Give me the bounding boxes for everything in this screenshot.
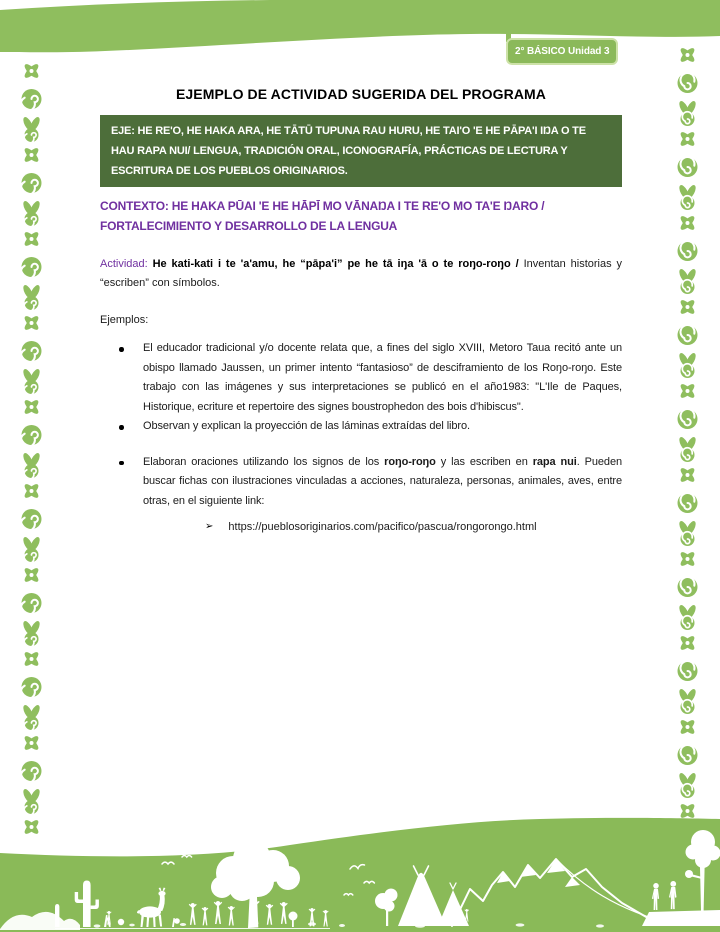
bullet-bold-term: roŋo-roŋo — [384, 455, 436, 468]
actividad-rapanui-text: He kati-kati i te 'a'amu, he “pāpa'i” pe he tā iŋa 'ā o te roŋo-roŋo / — [147, 258, 524, 270]
unit-badge — [506, 38, 618, 65]
contexto-line: FORTALECIMIENTO Y DESARROLLO DE LA LENGUA — [100, 219, 398, 233]
list-item — [143, 339, 622, 417]
eje-line: ESCRITURA DE LOS PUEBLOS ORIGINARIOS. — [111, 165, 348, 177]
footer-green-band — [0, 818, 720, 932]
bullet-bold-term: rapa nui — [532, 455, 577, 468]
bullet-text: Elaboran oraciones utilizando los signos de los — [143, 455, 385, 468]
ejemplos-list — [100, 339, 622, 511]
eje-line: HAU RAPA NUI/ LENGUA, TRADICIÓN ORAL, ICONOGRAFÍA, PRÁCTICAS DE LECTURA Y — [111, 145, 568, 157]
eje-line: EJE: HE RE'O, HE HAKA ARA, HE TĀTŪ TUPUNA RAU HURU, HE TAI'O 'E HE PĀPA'I IŊA O TE — [111, 125, 586, 137]
footer-landscape-illustration — [0, 815, 720, 932]
bullet-text: Observan y explican la proyección de las láminas extraídas del libro. — [143, 420, 470, 432]
actividad-spanish-text: Inventan historias y “escriben” con símbolos. — [100, 258, 622, 289]
document-content — [100, 64, 622, 536]
eje-banner — [100, 115, 622, 187]
ejemplos-label: Ejemplos: — [100, 314, 149, 326]
bullet-text: y las escriben en — [435, 455, 533, 468]
actividad-label: Actividad: — [100, 258, 148, 270]
link-row — [205, 518, 622, 536]
contexto-heading — [100, 196, 622, 236]
unit-badge-label: 2° BÁSICO Unidad 3 — [515, 46, 610, 57]
bullet-text: El educador tradicional y/o docente relata que, a fines del siglo XVIII, Metoro Taua recitó ante un obispo llamado Jaussen, un primer intento “fantasioso” de desciframiento de los Roŋo-roŋo. Este trabajo con las imágenes y sus interpretaciones se publicó en el año1983: "L'Ile de Paques, Historique, ecriture et repertoire des signes boustrophedon des bois d'hibiscus". — [143, 342, 622, 413]
list-item — [143, 453, 622, 512]
rongorongo-link[interactable]: https://pueblosoriginarios.com/pacifico/pascua/rongorongo.html — [228, 521, 537, 533]
list-item — [143, 417, 622, 437]
arrow-bullet-icon: ➢ — [205, 521, 214, 532]
actividad-paragraph — [100, 255, 622, 293]
right-border-ornament — [674, 42, 701, 845]
contexto-line: CONTEXTO: HE HAKA PŪAI 'E HE HĀPĪ MO VĀNAŊA I TE RE'O MO TA'E ŊARO / — [100, 199, 545, 213]
right-platform-icon — [642, 910, 720, 926]
page-title: EJEMPLO DE ACTIVIDAD SUGERIDA DEL PROGRAMA — [175, 86, 547, 102]
bullet-text: . Pueden buscar fichas con ilustraciones vinculadas a acciones, naturaleza, personas, animales, aves, entre otras, en el siguiente link: — [143, 455, 622, 507]
left-border-ornament — [18, 58, 45, 845]
